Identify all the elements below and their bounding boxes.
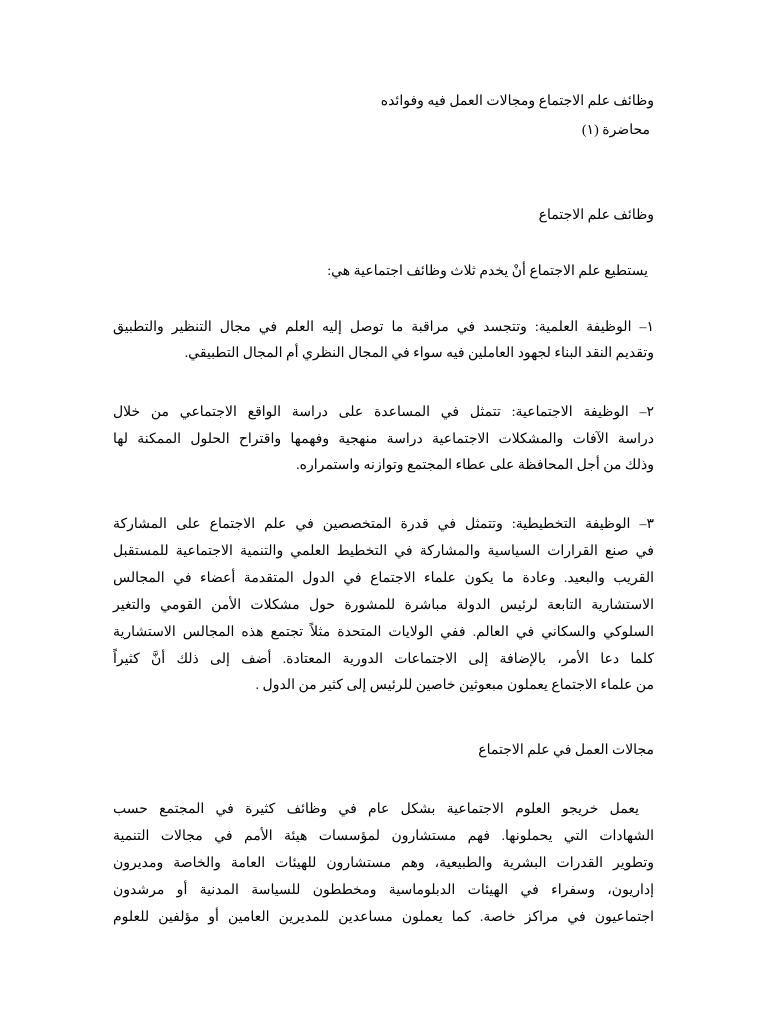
paragraph-line: الاستشارية التابعة لرئيس الدولة مباشرة للمشورة حول مشكلات الأمن القومي والتغير (113, 598, 654, 613)
paragraph-line: من علماء الاجتماع يعملون مبعوثين خاصين للرئيس إلى كثير من الدول . (255, 678, 654, 693)
paragraph-line: وتقديم النقد البناء لجهود العاملين فيه سواء في المجال النظري أم المجال التطبيقي. (184, 346, 654, 361)
paragraph-line: اجتماعيون في مراكز خاصة. كما يعملون مساعدين للمديرين العامين أو مؤلفين للعلوم (113, 910, 654, 925)
paragraph-line: في صنع القرارات السياسية والمشاركة في التخطيط العلمي والتنمية الاجتماعية للمستقبل (113, 544, 654, 559)
paragraph-line: كلما دعا الأمر، بالإضافة إلى الاجتماعات الدورية المعتادة. أضف إلى ذلك أنَّ كثيراً (113, 652, 654, 667)
paragraph-line: ١– الوظيفة العلمية: وتتجسد في مراقبة ما توصل إليه العلم في مجال التنظير والتطبيق (113, 320, 654, 335)
paragraph-line: ٢– الوظيفة الاجتماعية: تتمثل في المساعدة على دراسة الواقع الاجتماعي من خلال (113, 405, 654, 420)
paragraph-line: يعمل خريجو العلوم الاجتماعية بشكل عام في وظائف كثيرة في المجتمع حسب (113, 802, 639, 817)
lecture-number: محاضرة (١) (581, 123, 650, 138)
paragraph-line: وتطوير القدرات البشرية والطبيعية، وهم مستشارون للهيئات العامة والخاصة ومديرون (113, 856, 654, 871)
paragraph-line: دراسة الآفات والمشكلات الاجتماعية دراسة منهجية وفهمها واقتراح الحلول الممكنة لها (113, 432, 654, 447)
intro-paragraph: يستطيع علم الاجتماع أنْ يخدم ثلاث وظائف اجتماعية هي: (327, 264, 648, 279)
paragraph-line: وذلك من أجل المحافظة على عطاء المجتمع وتوازنه واستمراره. (296, 458, 654, 473)
document-title: وظائف علم الاجتماع ومجالات العمل فيه وفوائده (380, 94, 654, 109)
paragraph-line: السلوكي والسكاني في العالم. ففي الولايات المتحدة مثلاً تجتمع هذه المجالس الاستشارية (113, 625, 654, 640)
paragraph-line: ٣– الوظيفة التخطيطية: وتتمثل في قدرة المتخصصين في علم الاجتماع على المشاركة (113, 517, 654, 532)
section-heading-fields: مجالات العمل في علم الاجتماع (478, 743, 654, 758)
paragraph-line: إداريون، وسفراء في الهيئات الدبلوماسية ومخططون للسياسة المدنية أو مرشدون (113, 883, 654, 898)
section-heading-functions: وظائف علم الاجتماع (538, 208, 654, 223)
paragraph-line: الشهادات التي يحملونها. فهم مستشارون لمؤسسات هيئة الأمم في مجالات التنمية (113, 829, 654, 844)
paragraph-line: القريب والبعيد. وعادة ما يكون علماء الاجتماع في الدول المتقدمة أعضاء في المجالس (113, 571, 654, 586)
